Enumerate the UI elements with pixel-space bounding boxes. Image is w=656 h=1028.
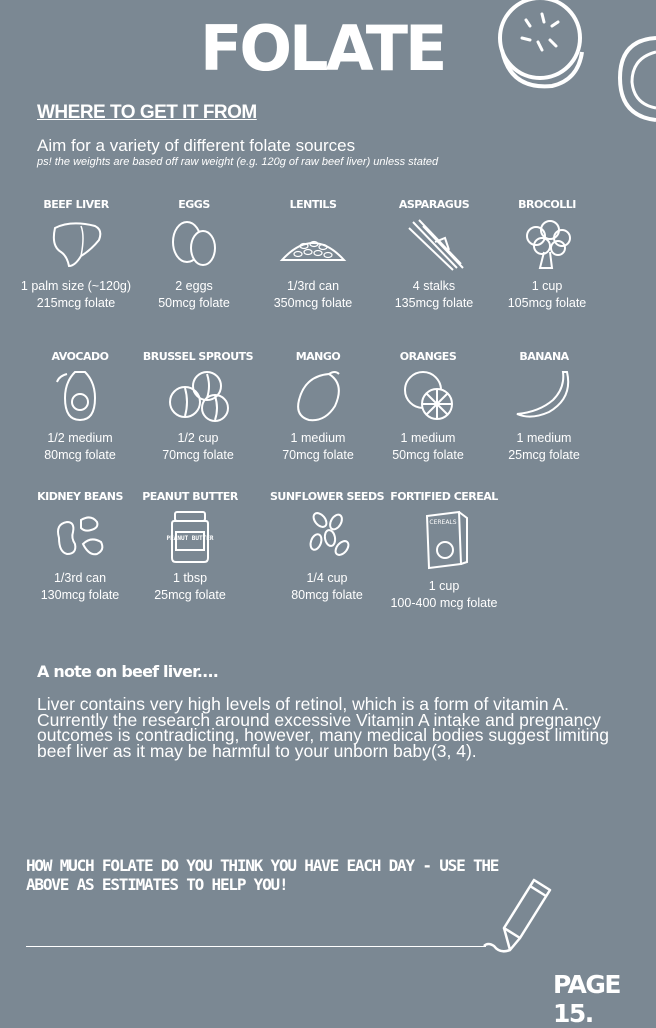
- ps-note: ps! the weights are based off raw weight (e.g. 120g of raw beef liver) unless stated: [37, 156, 439, 168]
- food-item-avocado: [20, 350, 140, 464]
- food-portion: 1 cup: [428, 579, 460, 593]
- aim-text: Aim for a variety of different folate sources: [37, 136, 356, 155]
- pencil-icon: [476, 876, 556, 956]
- food-portion: 1 cup: [531, 279, 563, 293]
- food-name: ASPARAGUS: [398, 198, 470, 211]
- food-item-brussel-sprouts: [138, 350, 258, 464]
- food-item-mango: [258, 350, 378, 464]
- food-item-lentils: [253, 198, 373, 312]
- answer-line[interactable]: [26, 946, 486, 947]
- mango-icon: [283, 368, 353, 424]
- page-title: FOLATE: [200, 12, 445, 85]
- liver-icon: [41, 216, 111, 272]
- food-folate: 70mcg folate: [162, 448, 234, 462]
- food-name: AVOCADO: [51, 350, 109, 363]
- food-item-broccoli: [487, 198, 607, 312]
- food-name: PEANUT BUTTER: [142, 490, 238, 503]
- food-folate: 25mcg folate: [154, 588, 226, 602]
- orange-icon: [393, 368, 463, 424]
- food-name: BANANA: [519, 350, 569, 363]
- food-folate: 50mcg folate: [392, 448, 464, 462]
- food-name: EGGS: [178, 198, 210, 211]
- food-name: FORTIFIED CEREAL: [390, 490, 498, 503]
- food-name: ORANGES: [399, 350, 457, 363]
- food-portion: 1 medium: [400, 431, 456, 445]
- food-portion: 1/2 medium: [47, 431, 113, 445]
- food-portion: 4 stalks: [412, 279, 456, 293]
- food-portion: 2 eggs: [175, 279, 213, 293]
- box-label: CEREALS: [429, 519, 457, 526]
- eggs-icon: [159, 216, 229, 272]
- food-portion: 1/2 cup: [177, 431, 219, 445]
- question-prompt: HOW MUCH FOLATE DO YOU THINK YOU HAVE EACH DAY - USE THE ABOVE AS ESTIMATES TO HELP YOU!: [26, 856, 499, 894]
- food-name: BROCOLLI: [518, 198, 576, 211]
- food-portion: 1 medium: [516, 431, 572, 445]
- food-folate: 135mcg folate: [394, 296, 474, 310]
- food-name: BRUSSEL SPROUTS: [142, 350, 254, 363]
- food-folate: 100-400 mcg folate: [390, 596, 498, 610]
- food-item-asparagus: [374, 198, 494, 312]
- note-body: Liver contains very high levels of retinol, which is a form of vitamin A. Currently the research around excessive Vitamin A intake and pregnancy outcomes is contradicting, however, many medical bodies suggest limiting beef liver as it may be harmful to your unborn baby(3, 4).: [37, 694, 609, 761]
- food-name: BEEF LIVER: [43, 198, 109, 211]
- food-portion: 1 tbsp: [172, 571, 208, 585]
- kidney-beans-icon: [45, 508, 115, 564]
- bowl-icon: [610, 28, 656, 124]
- food-item-fortified-cereal: [384, 490, 504, 612]
- food-folate: 105mcg folate: [507, 296, 587, 310]
- food-portion: 1 medium: [290, 431, 346, 445]
- sunflower-seeds-icon: [292, 508, 362, 564]
- food-portion: 1 palm size (~120g): [20, 279, 132, 293]
- food-item-banana: [484, 350, 604, 464]
- broccoli-icon: [512, 216, 582, 272]
- cereal-box-icon: [409, 508, 479, 572]
- food-portion: 1/3rd can: [53, 571, 107, 585]
- food-item-kidney-beans: [20, 490, 140, 604]
- food-name: SUNFLOWER SEEDS: [270, 490, 384, 503]
- brussel-sprouts-icon: [163, 368, 233, 424]
- food-name: MANGO: [295, 350, 341, 363]
- food-folate: 130mcg folate: [40, 588, 120, 602]
- food-folate: 215mcg folate: [36, 296, 116, 310]
- page-number: PAGE 15.: [553, 970, 620, 1028]
- jar-label: PEANUT BUTTER: [166, 535, 214, 542]
- food-item-eggs: [134, 198, 254, 312]
- food-item-beef-liver: [16, 198, 136, 312]
- food-folate: 80mcg folate: [291, 588, 363, 602]
- food-folate: 350mcg folate: [273, 296, 353, 310]
- food-item-peanut-butter: [130, 490, 250, 604]
- section-heading: WHERE TO GET IT FROM: [37, 102, 257, 123]
- note-heading: A note on beef liver....: [37, 662, 219, 681]
- food-folate: 80mcg folate: [44, 448, 116, 462]
- peanut-butter-jar-icon: [155, 508, 225, 564]
- lentils-icon: [278, 216, 348, 272]
- food-folate: 25mcg folate: [508, 448, 580, 462]
- avocado-icon: [45, 368, 115, 424]
- food-item-sunflower-seeds: [267, 490, 387, 604]
- food-folate: 50mcg folate: [158, 296, 230, 310]
- food-item-oranges: [368, 350, 488, 464]
- banana-icon: [509, 368, 579, 424]
- food-portion: 1/4 cup: [306, 571, 348, 585]
- food-folate: 70mcg folate: [282, 448, 354, 462]
- food-name: LENTILS: [289, 198, 337, 211]
- food-portion: 1/3rd can: [286, 279, 340, 293]
- asparagus-icon: [399, 216, 469, 272]
- plate-icon: [490, 0, 586, 96]
- food-name: KIDNEY BEANS: [37, 490, 123, 503]
